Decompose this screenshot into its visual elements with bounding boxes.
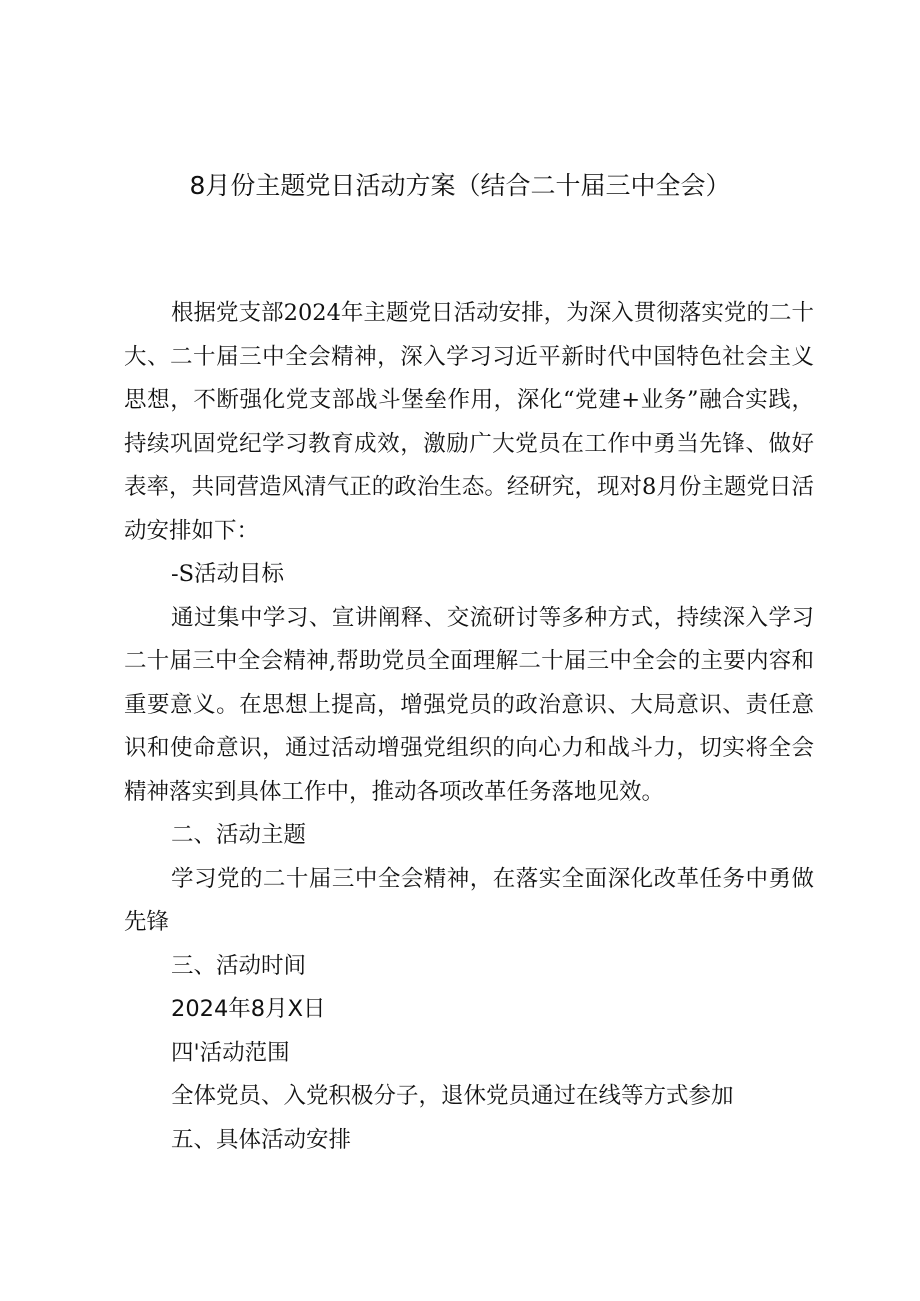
document-body [124, 292, 814, 1162]
section-heading-scope: 四'活动范围 [171, 1039, 290, 1066]
section-content-theme: 学习党的二十届三中全会精神，在落实全面深化改革任务中勇做先锋 [124, 865, 814, 935]
document-title: 8月份主题党日活动方案（结合二十届三中全会） [189, 171, 731, 200]
section-heading-theme: 二、活动主题 [171, 822, 307, 848]
section-heading-arrangement: 五、具体活动安排 [171, 1126, 352, 1153]
section-heading-time: 三、活动时间 [171, 952, 307, 979]
section-content-time: 2024年8月X日 [171, 996, 326, 1022]
section-heading-goal: -S活动目标 [171, 561, 285, 587]
intro-paragraph: 根据党支部2024年主题党日活动安排，为深入贯彻落实党的二十大、二十届三中全会精神，深入学习习近平新时代中国特色社会主义思想，不断强化党支部战斗堡垒作用，深化“党建+业务”融合实践，持续巩固党纪学习教育成效，激励广大党员在工作中勇当先锋、做好表率，共同营造风清气正的政治生态。经研究，现对8月份主题党日活动安排如下： [124, 300, 814, 544]
section-content-scope: 全体党员、入党积极分子，退休党员通过在线等方式参加 [171, 1083, 734, 1109]
section-content-goal: 通过集中学习、宣讲阐释、交流研讨等多种方式，持续深入学习二十届三中全会精神,帮助党员全面理解二十届三中全会的主要内容和重要意义。在思想上提高，增强党员的政治意识、大局意识、责任意识和使命意识，通过活动增强党组织的向心力和战斗力，切实将全会精神落实到具体工作中，推动各项改革任务落地见效。 [124, 604, 814, 805]
